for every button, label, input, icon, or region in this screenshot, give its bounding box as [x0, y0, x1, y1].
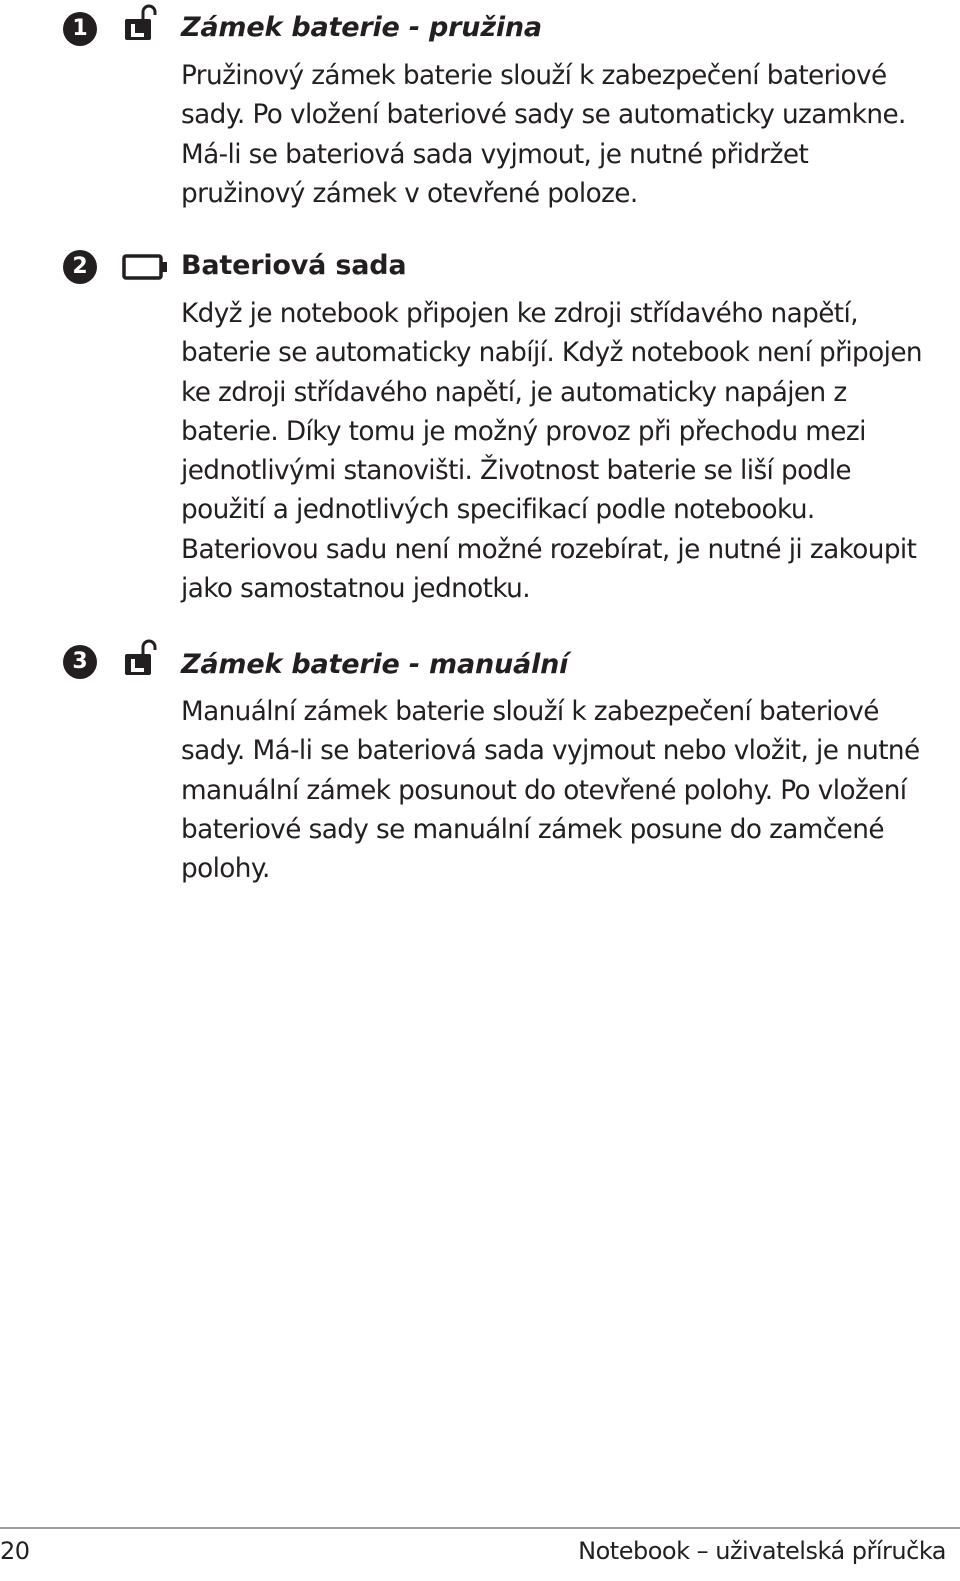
- unlocked-padlock-icon: [121, 637, 161, 677]
- number-badge-2: 2: [63, 250, 97, 284]
- section-text: [181, 57, 951, 214]
- text-line: jako samostatnou jednotku.: [181, 574, 530, 605]
- footer-title: Notebook – uživatelská příručka: [578, 1537, 946, 1565]
- section-title: Bateriová sada: [181, 250, 407, 281]
- section-title: Zámek baterie - manuální: [181, 649, 569, 680]
- text-line: jednotlivými stanovišti. Životnost baterie se liší podle: [181, 456, 851, 487]
- text-line: sady. Má-li se bateriová sada vyjmout nebo vložit, je nutné: [181, 736, 920, 767]
- page-number: 20: [0, 1537, 30, 1565]
- number-badge-1: 1: [63, 12, 97, 46]
- text-line: ke zdroji střídavého napětí, je automaticky napájen z: [181, 377, 847, 408]
- text-line: použití a jednotlivých specifikací podle notebooku.: [181, 495, 815, 526]
- text-line: Když je notebook připojen ke zdroji střídavého napětí,: [181, 299, 858, 329]
- number-badge-3: 3: [63, 645, 97, 679]
- text-line: sady. Po vložení bateriové sady se automaticky uzamkne.: [181, 100, 906, 131]
- text-line: manuální zámek posunout do otevřené polohy. Po vložení: [181, 775, 907, 806]
- battery-icon: [121, 253, 169, 281]
- text-line: Má-li se bateriová sada vyjmout, je nutné přidržet: [181, 139, 809, 170]
- unlocked-padlock-icon: [121, 2, 161, 42]
- text-line: baterie se automaticky nabíjí. Když notebook není připojen: [181, 338, 922, 369]
- footer-divider: [0, 1527, 960, 1529]
- text-line: bateriové sady se manuální zámek posune do zamčené: [181, 814, 884, 845]
- text-line: pružinový zámek v otevřené poloze.: [181, 178, 638, 209]
- text-line: Manuální zámek baterie slouží k zabezpečení bateriové: [181, 697, 879, 727]
- section-text: [181, 295, 951, 609]
- text-line: polohy.: [181, 854, 270, 885]
- section-title: Zámek baterie - pružina: [181, 12, 542, 43]
- text-line: Bateriovou sadu není možné rozebírat, je nutné ji zakoupit: [181, 534, 917, 565]
- text-line: Pružinový zámek baterie slouží k zabezpečení bateriové: [181, 61, 887, 91]
- text-line: baterie. Díky tomu je možný provoz při přechodu mezi: [181, 416, 866, 447]
- section-text: [181, 693, 951, 889]
